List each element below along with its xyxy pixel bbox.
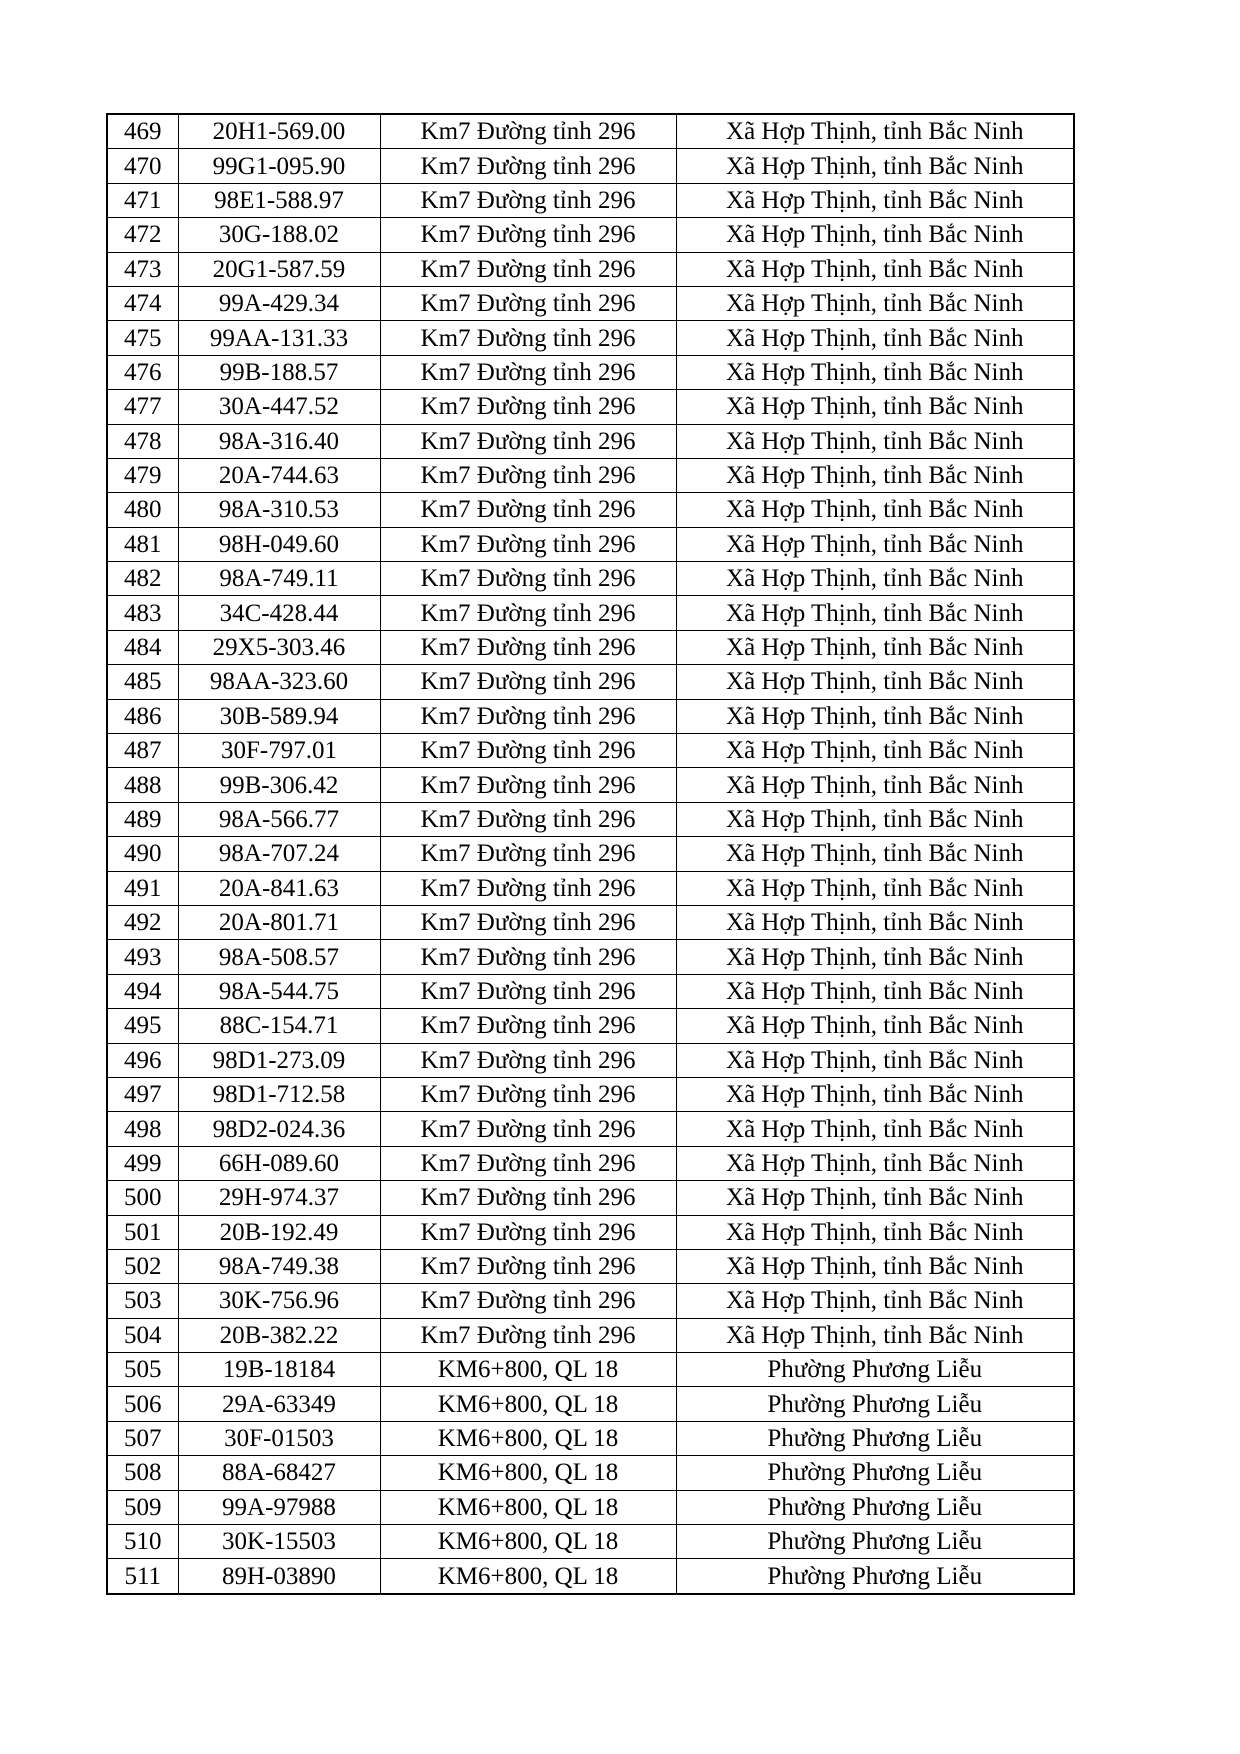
- table-row: [107, 149, 1074, 183]
- table-row: [107, 734, 1074, 768]
- license-plate-cell: 98A-316.40: [178, 424, 380, 458]
- location-cell: Km7 Đường tỉnh 296: [380, 665, 676, 699]
- area-cell: Xã Hợp Thịnh, tỉnh Bắc Ninh: [676, 905, 1074, 939]
- license-plate-cell: 98D1-273.09: [178, 1043, 380, 1077]
- license-plate-cell: 99B-188.57: [178, 355, 380, 389]
- table-row: [107, 424, 1074, 458]
- row-number-cell: 470: [107, 149, 178, 183]
- row-number-cell: 507: [107, 1421, 178, 1455]
- table-row: [107, 1215, 1074, 1249]
- row-number-cell: 498: [107, 1112, 178, 1146]
- table-row: [107, 1353, 1074, 1387]
- row-number-cell: 484: [107, 630, 178, 664]
- table-row: [107, 596, 1074, 630]
- location-cell: Km7 Đường tỉnh 296: [380, 871, 676, 905]
- license-plate-cell: 98E1-588.97: [178, 183, 380, 217]
- area-cell: Xã Hợp Thịnh, tỉnh Bắc Ninh: [676, 871, 1074, 905]
- table-row: [107, 1043, 1074, 1077]
- row-number-cell: 489: [107, 802, 178, 836]
- location-cell: Km7 Đường tỉnh 296: [380, 974, 676, 1008]
- location-cell: Km7 Đường tỉnh 296: [380, 1318, 676, 1352]
- table-row: [107, 1284, 1074, 1318]
- table-row: [107, 940, 1074, 974]
- license-plate-cell: 98A-749.11: [178, 562, 380, 596]
- license-plate-cell: 30A-447.52: [178, 390, 380, 424]
- row-number-cell: 476: [107, 355, 178, 389]
- license-plate-cell: 66H-089.60: [178, 1146, 380, 1180]
- table-row: [107, 252, 1074, 286]
- license-plate-cell: 34C-428.44: [178, 596, 380, 630]
- location-cell: Km7 Đường tỉnh 296: [380, 355, 676, 389]
- license-plate-cell: 20A-801.71: [178, 905, 380, 939]
- area-cell: Xã Hợp Thịnh, tỉnh Bắc Ninh: [676, 355, 1074, 389]
- table-row: [107, 1112, 1074, 1146]
- area-cell: Xã Hợp Thịnh, tỉnh Bắc Ninh: [676, 424, 1074, 458]
- row-number-cell: 493: [107, 940, 178, 974]
- license-plate-cell: 29X5-303.46: [178, 630, 380, 664]
- area-cell: Phường Phương Liễu: [676, 1456, 1074, 1490]
- table-row: [107, 218, 1074, 252]
- table-row: [107, 1421, 1074, 1455]
- license-plate-cell: 98H-049.60: [178, 527, 380, 561]
- license-plate-cell: 99A-97988: [178, 1490, 380, 1524]
- table-row: [107, 802, 1074, 836]
- license-plate-cell: 20B-382.22: [178, 1318, 380, 1352]
- table-row: [107, 1146, 1074, 1180]
- license-plate-cell: 88A-68427: [178, 1456, 380, 1490]
- table-row: [107, 1387, 1074, 1421]
- location-cell: Km7 Đường tỉnh 296: [380, 218, 676, 252]
- table-row: [107, 1249, 1074, 1283]
- area-cell: Xã Hợp Thịnh, tỉnh Bắc Ninh: [676, 183, 1074, 217]
- row-number-cell: 496: [107, 1043, 178, 1077]
- location-cell: Km7 Đường tỉnh 296: [380, 1009, 676, 1043]
- area-cell: Xã Hợp Thịnh, tỉnh Bắc Ninh: [676, 286, 1074, 320]
- area-cell: Xã Hợp Thịnh, tỉnh Bắc Ninh: [676, 493, 1074, 527]
- row-number-cell: 480: [107, 493, 178, 527]
- row-number-cell: 510: [107, 1525, 178, 1559]
- row-number-cell: 477: [107, 390, 178, 424]
- row-number-cell: 500: [107, 1181, 178, 1215]
- license-plate-cell: 20A-841.63: [178, 871, 380, 905]
- table-row: [107, 1077, 1074, 1111]
- area-cell: Phường Phương Liễu: [676, 1559, 1074, 1594]
- location-cell: KM6+800, QL 18: [380, 1559, 676, 1594]
- location-cell: Km7 Đường tỉnh 296: [380, 596, 676, 630]
- area-cell: Xã Hợp Thịnh, tỉnh Bắc Ninh: [676, 1284, 1074, 1318]
- area-cell: Xã Hợp Thịnh, tỉnh Bắc Ninh: [676, 802, 1074, 836]
- license-plate-cell: 20A-744.63: [178, 458, 380, 492]
- area-cell: Xã Hợp Thịnh, tỉnh Bắc Ninh: [676, 1043, 1074, 1077]
- location-cell: Km7 Đường tỉnh 296: [380, 1043, 676, 1077]
- area-cell: Xã Hợp Thịnh, tỉnh Bắc Ninh: [676, 665, 1074, 699]
- row-number-cell: 471: [107, 183, 178, 217]
- location-cell: Km7 Đường tỉnh 296: [380, 527, 676, 561]
- row-number-cell: 482: [107, 562, 178, 596]
- table-row: [107, 183, 1074, 217]
- location-cell: Km7 Đường tỉnh 296: [380, 424, 676, 458]
- area-cell: Xã Hợp Thịnh, tỉnh Bắc Ninh: [676, 1146, 1074, 1180]
- area-cell: Xã Hợp Thịnh, tỉnh Bắc Ninh: [676, 114, 1074, 149]
- location-cell: Km7 Đường tỉnh 296: [380, 562, 676, 596]
- license-plate-cell: 30K-15503: [178, 1525, 380, 1559]
- area-cell: Xã Hợp Thịnh, tỉnh Bắc Ninh: [676, 562, 1074, 596]
- license-plate-cell: 30F-797.01: [178, 734, 380, 768]
- table-row: [107, 562, 1074, 596]
- area-cell: Xã Hợp Thịnh, tỉnh Bắc Ninh: [676, 1249, 1074, 1283]
- area-cell: Xã Hợp Thịnh, tỉnh Bắc Ninh: [676, 1181, 1074, 1215]
- row-number-cell: 506: [107, 1387, 178, 1421]
- location-cell: Km7 Đường tỉnh 296: [380, 1181, 676, 1215]
- location-cell: Km7 Đường tỉnh 296: [380, 630, 676, 664]
- table-row: [107, 114, 1074, 149]
- row-number-cell: 486: [107, 699, 178, 733]
- location-cell: Km7 Đường tỉnh 296: [380, 768, 676, 802]
- row-number-cell: 499: [107, 1146, 178, 1180]
- location-cell: Km7 Đường tỉnh 296: [380, 114, 676, 149]
- location-cell: Km7 Đường tỉnh 296: [380, 1112, 676, 1146]
- location-cell: Km7 Đường tỉnh 296: [380, 149, 676, 183]
- location-cell: Km7 Đường tỉnh 296: [380, 940, 676, 974]
- violations-table: [106, 113, 1075, 1595]
- location-cell: Km7 Đường tỉnh 296: [380, 905, 676, 939]
- area-cell: Xã Hợp Thịnh, tỉnh Bắc Ninh: [676, 149, 1074, 183]
- license-plate-cell: 99B-306.42: [178, 768, 380, 802]
- license-plate-cell: 20B-192.49: [178, 1215, 380, 1249]
- license-plate-cell: 30K-756.96: [178, 1284, 380, 1318]
- table-row: [107, 871, 1074, 905]
- location-cell: Km7 Đường tỉnh 296: [380, 802, 676, 836]
- row-number-cell: 478: [107, 424, 178, 458]
- row-number-cell: 488: [107, 768, 178, 802]
- location-cell: Km7 Đường tỉnh 296: [380, 458, 676, 492]
- license-plate-cell: 98D2-024.36: [178, 1112, 380, 1146]
- row-number-cell: 474: [107, 286, 178, 320]
- area-cell: Xã Hợp Thịnh, tỉnh Bắc Ninh: [676, 321, 1074, 355]
- location-cell: KM6+800, QL 18: [380, 1421, 676, 1455]
- location-cell: Km7 Đường tỉnh 296: [380, 390, 676, 424]
- location-cell: Km7 Đường tỉnh 296: [380, 1077, 676, 1111]
- area-cell: Phường Phương Liễu: [676, 1490, 1074, 1524]
- row-number-cell: 504: [107, 1318, 178, 1352]
- area-cell: Phường Phương Liễu: [676, 1525, 1074, 1559]
- table-row: [107, 286, 1074, 320]
- license-plate-cell: 98A-544.75: [178, 974, 380, 1008]
- license-plate-cell: 20G1-587.59: [178, 252, 380, 286]
- location-cell: Km7 Đường tỉnh 296: [380, 734, 676, 768]
- table-row: [107, 1490, 1074, 1524]
- area-cell: Phường Phương Liễu: [676, 1387, 1074, 1421]
- row-number-cell: 494: [107, 974, 178, 1008]
- license-plate-cell: 30G-188.02: [178, 218, 380, 252]
- table-row: [107, 390, 1074, 424]
- row-number-cell: 481: [107, 527, 178, 561]
- table-row: [107, 1318, 1074, 1352]
- area-cell: Phường Phương Liễu: [676, 1421, 1074, 1455]
- license-plate-cell: 30B-589.94: [178, 699, 380, 733]
- license-plate-cell: 98A-310.53: [178, 493, 380, 527]
- row-number-cell: 475: [107, 321, 178, 355]
- license-plate-cell: 98D1-712.58: [178, 1077, 380, 1111]
- area-cell: Xã Hợp Thịnh, tỉnh Bắc Ninh: [676, 940, 1074, 974]
- license-plate-cell: 29H-974.37: [178, 1181, 380, 1215]
- table-row: [107, 630, 1074, 664]
- license-plate-cell: 98AA-323.60: [178, 665, 380, 699]
- table-row: [107, 974, 1074, 1008]
- table-row: [107, 905, 1074, 939]
- row-number-cell: 502: [107, 1249, 178, 1283]
- location-cell: Km7 Đường tỉnh 296: [380, 493, 676, 527]
- location-cell: KM6+800, QL 18: [380, 1387, 676, 1421]
- row-number-cell: 483: [107, 596, 178, 630]
- license-plate-cell: 99G1-095.90: [178, 149, 380, 183]
- row-number-cell: 503: [107, 1284, 178, 1318]
- area-cell: Xã Hợp Thịnh, tỉnh Bắc Ninh: [676, 1215, 1074, 1249]
- location-cell: Km7 Đường tỉnh 296: [380, 286, 676, 320]
- location-cell: KM6+800, QL 18: [380, 1353, 676, 1387]
- license-plate-cell: 98A-566.77: [178, 802, 380, 836]
- license-plate-cell: 98A-508.57: [178, 940, 380, 974]
- row-number-cell: 487: [107, 734, 178, 768]
- location-cell: KM6+800, QL 18: [380, 1456, 676, 1490]
- area-cell: Xã Hợp Thịnh, tỉnh Bắc Ninh: [676, 527, 1074, 561]
- area-cell: Xã Hợp Thịnh, tỉnh Bắc Ninh: [676, 734, 1074, 768]
- location-cell: Km7 Đường tỉnh 296: [380, 252, 676, 286]
- table-row: [107, 1525, 1074, 1559]
- table-row: [107, 768, 1074, 802]
- license-plate-cell: 29A-63349: [178, 1387, 380, 1421]
- license-plate-cell: 98A-749.38: [178, 1249, 380, 1283]
- location-cell: Km7 Đường tỉnh 296: [380, 699, 676, 733]
- row-number-cell: 485: [107, 665, 178, 699]
- table-row: [107, 1181, 1074, 1215]
- table-row: [107, 699, 1074, 733]
- row-number-cell: 469: [107, 114, 178, 149]
- area-cell: Xã Hợp Thịnh, tỉnh Bắc Ninh: [676, 1009, 1074, 1043]
- row-number-cell: 501: [107, 1215, 178, 1249]
- license-plate-cell: 99AA-131.33: [178, 321, 380, 355]
- area-cell: Xã Hợp Thịnh, tỉnh Bắc Ninh: [676, 699, 1074, 733]
- location-cell: Km7 Đường tỉnh 296: [380, 1146, 676, 1180]
- location-cell: Km7 Đường tỉnh 296: [380, 1284, 676, 1318]
- license-plate-cell: 99A-429.34: [178, 286, 380, 320]
- table-row: [107, 527, 1074, 561]
- license-plate-cell: 20H1-569.00: [178, 114, 380, 149]
- license-plate-cell: 98A-707.24: [178, 837, 380, 871]
- license-plate-cell: 19B-18184: [178, 1353, 380, 1387]
- table-body: [107, 114, 1074, 1594]
- table-row: [107, 355, 1074, 389]
- table-row: [107, 493, 1074, 527]
- location-cell: Km7 Đường tỉnh 296: [380, 837, 676, 871]
- table-row: [107, 458, 1074, 492]
- location-cell: Km7 Đường tỉnh 296: [380, 1215, 676, 1249]
- location-cell: Km7 Đường tỉnh 296: [380, 183, 676, 217]
- row-number-cell: 509: [107, 1490, 178, 1524]
- table-row: [107, 665, 1074, 699]
- table-row: [107, 1456, 1074, 1490]
- license-plate-cell: 30F-01503: [178, 1421, 380, 1455]
- area-cell: Xã Hợp Thịnh, tỉnh Bắc Ninh: [676, 630, 1074, 664]
- location-cell: Km7 Đường tỉnh 296: [380, 1249, 676, 1283]
- license-plate-cell: 88C-154.71: [178, 1009, 380, 1043]
- row-number-cell: 497: [107, 1077, 178, 1111]
- row-number-cell: 495: [107, 1009, 178, 1043]
- area-cell: Xã Hợp Thịnh, tỉnh Bắc Ninh: [676, 1077, 1074, 1111]
- row-number-cell: 511: [107, 1559, 178, 1594]
- table-row: [107, 1009, 1074, 1043]
- license-plate-cell: 89H-03890: [178, 1559, 380, 1594]
- row-number-cell: 492: [107, 905, 178, 939]
- area-cell: Xã Hợp Thịnh, tỉnh Bắc Ninh: [676, 458, 1074, 492]
- area-cell: Xã Hợp Thịnh, tỉnh Bắc Ninh: [676, 1318, 1074, 1352]
- area-cell: Xã Hợp Thịnh, tỉnh Bắc Ninh: [676, 974, 1074, 1008]
- row-number-cell: 505: [107, 1353, 178, 1387]
- table-row: [107, 837, 1074, 871]
- area-cell: Xã Hợp Thịnh, tỉnh Bắc Ninh: [676, 218, 1074, 252]
- area-cell: Xã Hợp Thịnh, tỉnh Bắc Ninh: [676, 768, 1074, 802]
- row-number-cell: 473: [107, 252, 178, 286]
- row-number-cell: 490: [107, 837, 178, 871]
- area-cell: Xã Hợp Thịnh, tỉnh Bắc Ninh: [676, 1112, 1074, 1146]
- row-number-cell: 491: [107, 871, 178, 905]
- area-cell: Phường Phương Liễu: [676, 1353, 1074, 1387]
- row-number-cell: 508: [107, 1456, 178, 1490]
- area-cell: Xã Hợp Thịnh, tỉnh Bắc Ninh: [676, 837, 1074, 871]
- location-cell: Km7 Đường tỉnh 296: [380, 321, 676, 355]
- area-cell: Xã Hợp Thịnh, tỉnh Bắc Ninh: [676, 390, 1074, 424]
- table-row: [107, 1559, 1074, 1594]
- table-row: [107, 321, 1074, 355]
- area-cell: Xã Hợp Thịnh, tỉnh Bắc Ninh: [676, 596, 1074, 630]
- area-cell: Xã Hợp Thịnh, tỉnh Bắc Ninh: [676, 252, 1074, 286]
- location-cell: KM6+800, QL 18: [380, 1490, 676, 1524]
- row-number-cell: 472: [107, 218, 178, 252]
- row-number-cell: 479: [107, 458, 178, 492]
- location-cell: KM6+800, QL 18: [380, 1525, 676, 1559]
